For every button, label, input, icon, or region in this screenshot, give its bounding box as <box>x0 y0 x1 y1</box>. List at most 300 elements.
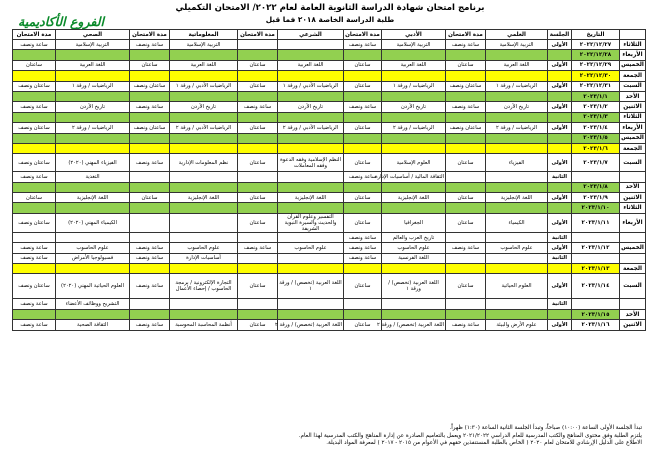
cell-info-subject <box>170 71 238 81</box>
cell-shar-subject: تاريخ الأردن <box>278 102 344 112</box>
cell-shar-duration <box>238 182 278 192</box>
row-date: ٢٠٢٢/١٢/٢٨ <box>572 50 620 60</box>
cell-lit-duration <box>344 203 382 213</box>
cell-info-subject: أنظمة المحاسبة المحوسبة <box>170 320 238 330</box>
cell-info-subject <box>170 264 238 274</box>
cell-health-duration <box>13 91 56 101</box>
cell-sci-subject: الرياضيات / ورقة ٢ <box>486 123 548 133</box>
cell-info-subject <box>170 143 238 153</box>
cell-lit-subject: اللغة الإنجليزية <box>382 193 446 203</box>
cell-shar-subject <box>278 172 344 182</box>
cell-sci-subject <box>486 133 548 143</box>
cell-health-duration: ساعة ونصف <box>13 253 56 263</box>
table-row <box>13 91 646 101</box>
cell-health-duration <box>13 232 56 242</box>
cell-lit-duration <box>344 299 382 309</box>
cell-info-duration <box>130 203 170 213</box>
cell-lit-subject: الرياضيات / ورقة ١ <box>382 81 446 91</box>
cell-shar-subject <box>278 71 344 81</box>
cell-health-subject <box>56 50 130 60</box>
row-date: ٢٠٢٣/١/٥ <box>572 133 620 143</box>
cell-info-subject: الرياضيات الأدبي / ورقة ٢ <box>170 123 238 133</box>
cell-health-subject: التغذية <box>56 172 130 182</box>
cell-sci-duration: ساعتان <box>446 154 486 172</box>
cell-info-duration <box>130 172 170 182</box>
cell-lit-subject: الرياضيات / ورقة ٢ <box>382 123 446 133</box>
row-day: الأحد <box>620 91 646 101</box>
cell-shar-duration: ساعة ونصف <box>238 243 278 253</box>
cell-sci-subject <box>486 143 548 153</box>
col-sci: العلمي <box>486 30 548 40</box>
row-date: ٢٠٢٣/١/٤ <box>572 123 620 133</box>
row-day: الجمعة <box>620 143 646 153</box>
row-day: السبت <box>620 81 646 91</box>
col-info-dur: مدة الامتحان <box>130 30 170 40</box>
cell-info-subject <box>170 203 238 213</box>
cell-info-duration <box>130 91 170 101</box>
cell-shar-subject <box>278 309 344 319</box>
cell-sci-subject: علوم الأرض والبيئة <box>486 320 548 330</box>
cell-sci-duration: ساعة ونصف <box>446 243 486 253</box>
cell-info-duration <box>130 112 170 122</box>
table-row <box>13 143 646 153</box>
cell-health-subject <box>56 143 130 153</box>
cell-health-duration: ساعة ونصف <box>13 172 56 182</box>
cell-sci-duration <box>446 71 486 81</box>
cell-health-subject: التشريح ووظائف الأعضاء <box>56 299 130 309</box>
row-day: السبت <box>620 274 646 299</box>
cell-lit-duration <box>344 182 382 192</box>
cell-sci-duration <box>446 143 486 153</box>
cell-shar-duration <box>238 50 278 60</box>
cell-info-duration: ساعة ونصف <box>130 154 170 172</box>
cell-info-subject <box>170 182 238 192</box>
cell-lit-duration <box>344 71 382 81</box>
cell-sci-duration: ساعتان ونصف <box>446 123 486 133</box>
cell-info-duration: ساعتان ونصف <box>130 123 170 133</box>
cell-shar-subject: علوم الحاسوب <box>278 243 344 253</box>
cell-info-subject: التربية الإسلامية <box>170 40 238 50</box>
cell-sci-duration <box>446 232 486 242</box>
row-date: ٢٠٢٣/١/٩ <box>572 193 620 203</box>
row-session <box>548 143 572 153</box>
cell-lit-subject <box>382 309 446 319</box>
row-day: الثلاثاء <box>620 203 646 213</box>
cell-lit-duration: ساعة ونصف <box>344 172 382 182</box>
cell-lit-subject: علوم الحاسوب <box>382 243 446 253</box>
row-day: الخميس <box>620 133 646 143</box>
cell-lit-subject <box>382 50 446 60</box>
row-session <box>548 133 572 143</box>
row-day: الخميس <box>620 60 646 70</box>
cell-shar-subject: اللغة الإنجليزية <box>278 193 344 203</box>
note-item: الاطلاع على الدليل الإرشادي للامتحان لعام ٢٠٢٠ ( الخاص بالطلبة المستنفذين حقهم في الأعوام من ٢٠١٥ - ٢٠١٧ ) لمعرفة المواد البديلة. <box>326 440 642 447</box>
table-row <box>13 133 646 143</box>
row-session <box>548 203 572 213</box>
row-session: الثانية <box>548 172 572 182</box>
col-sci-dur: مدة الامتحان <box>446 30 486 40</box>
cell-sci-subject: الفيزياء <box>486 154 548 172</box>
row-date: ٢٠٢٢/١٢/٣١ <box>572 81 620 91</box>
cell-sci-subject: اللغة الإنجليزية <box>486 193 548 203</box>
cell-shar-duration <box>238 232 278 242</box>
row-session: الأولى <box>548 320 572 330</box>
cell-lit-duration <box>344 91 382 101</box>
table-row <box>13 50 646 60</box>
cell-health-subject: الكيمياء المهني (٢٠٢٠) <box>56 213 130 232</box>
row-date: ٢٠٢٣/١/١٤ <box>572 274 620 299</box>
cell-lit-subject: اللغة الفرنسية <box>382 253 446 263</box>
cell-lit-duration: ساعة ونصف <box>344 102 382 112</box>
row-day: الاثنين <box>620 102 646 112</box>
row-day: الأحد <box>620 309 646 319</box>
row-date: ٢٠٢٣/١/١٠ <box>572 203 620 213</box>
cell-sci-duration: ساعة ونصف <box>446 40 486 50</box>
table-row <box>13 320 646 330</box>
cell-sci-duration: ساعة ونصف <box>446 320 486 330</box>
col-info: المعلوماتية <box>170 30 238 40</box>
row-day: الجمعة <box>620 264 646 274</box>
cell-health-subject <box>56 203 130 213</box>
row-session: الأولى <box>548 213 572 232</box>
row-session: الثانية <box>548 299 572 309</box>
row-session: الثانية <box>548 232 572 242</box>
row-session: الأولى <box>548 81 572 91</box>
cell-shar-subject: اللغة العربية <box>278 60 344 70</box>
col-lit-dur: مدة الامتحان <box>345 31 380 38</box>
cell-shar-subject: النظم الإسلامية وفقه الدعوة وفقه المعاملات <box>278 154 344 172</box>
cell-health-duration: ساعتان ونصف <box>13 154 56 172</box>
cell-info-duration <box>130 50 170 60</box>
cell-lit-duration: ساعتان <box>344 193 382 203</box>
cell-lit-duration: ساعتان <box>344 60 382 70</box>
cell-sci-duration <box>446 112 486 122</box>
cell-health-subject <box>56 71 130 81</box>
cell-health-duration: ساعة ونصف <box>13 320 56 330</box>
row-session: الأولى <box>548 274 572 299</box>
row-session <box>548 71 572 81</box>
notes <box>12 425 642 448</box>
cell-sci-duration <box>446 309 486 319</box>
col-day <box>620 30 646 40</box>
cell-info-duration <box>130 71 170 81</box>
cell-shar-subject <box>278 133 344 143</box>
row-session: الأولى <box>548 60 572 70</box>
cell-info-subject: تاريخ الأردن <box>170 102 238 112</box>
cell-sci-duration <box>446 264 486 274</box>
cell-sci-duration <box>446 253 486 263</box>
row-session <box>548 182 572 192</box>
cell-shar-duration <box>238 253 278 263</box>
cell-sci-subject: اللغة العربية <box>486 60 548 70</box>
cell-shar-duration <box>238 203 278 213</box>
row-day <box>620 253 646 263</box>
cell-info-duration <box>130 182 170 192</box>
cell-sci-duration: ساعتان <box>446 193 486 203</box>
page-subtitle: طلبة الدراسة الخاصة ٢٠١٨ فما قبل <box>265 15 395 24</box>
cell-sci-subject: العلوم الحياتية <box>486 274 548 299</box>
cell-info-subject <box>170 213 238 232</box>
row-day: الخميس <box>620 243 646 253</box>
exam-schedule-table <box>12 29 646 331</box>
cell-info-subject <box>170 299 238 309</box>
cell-info-duration <box>130 232 170 242</box>
cell-shar-subject <box>278 232 344 242</box>
cell-info-subject <box>170 309 238 319</box>
row-session <box>548 50 572 60</box>
cell-info-subject <box>170 232 238 242</box>
table-row <box>13 232 646 242</box>
cell-lit-duration <box>344 133 382 143</box>
cell-health-duration <box>13 143 56 153</box>
cell-shar-duration <box>238 299 278 309</box>
cell-shar-duration: ساعتان <box>238 123 278 133</box>
cell-health-duration: ساعة ونصف <box>13 102 56 112</box>
row-day: الجمعة <box>620 71 646 81</box>
cell-health-subject <box>56 264 130 274</box>
cell-sci-subject <box>486 71 548 81</box>
cell-shar-duration <box>238 172 278 182</box>
table-row <box>13 40 646 50</box>
cell-shar-subject <box>278 143 344 153</box>
cell-health-subject: تاريخ الأردن <box>56 102 130 112</box>
cell-health-subject: اللغة العربية <box>56 60 130 70</box>
cell-lit-duration: ساعتان <box>344 274 382 299</box>
row-session: الثانية <box>548 253 572 263</box>
row-day: الاثنين <box>620 320 646 330</box>
cell-health-duration: ساعة ونصف <box>13 243 56 253</box>
cell-shar-subject: اللغة العربية (تخصص) / ورقة ١ <box>278 274 344 299</box>
cell-info-subject: التجارة الإلكترونية / برمجة الحاسوب / إحصاء الأعمال <box>170 274 238 299</box>
row-date: ٢٠٢٣/١/٧ <box>572 154 620 172</box>
row-date <box>572 232 620 242</box>
cell-shar-subject: التفسير وعلوم القرآن والحديث والسيرة النبوية الشريفة <box>278 213 344 232</box>
cell-info-duration: ساعتان <box>130 60 170 70</box>
cell-lit-subject: اللغة العربية <box>382 60 446 70</box>
cell-shar-subject <box>278 203 344 213</box>
cell-info-duration <box>130 213 170 232</box>
table-row <box>13 309 646 319</box>
table-row <box>13 264 646 274</box>
row-date: ٢٠٢٣/١/٦ <box>572 143 620 153</box>
col-health-dur: مدة الامتحان <box>13 30 56 40</box>
cell-shar-subject <box>278 91 344 101</box>
cell-sci-subject <box>486 91 548 101</box>
cell-health-duration <box>13 50 56 60</box>
cell-shar-duration: ساعتان <box>238 274 278 299</box>
cell-shar-duration <box>238 71 278 81</box>
row-date: ٢٠٢٢/١٢/٢٩ <box>572 60 620 70</box>
row-session <box>548 264 572 274</box>
cell-shar-subject: الرياضيات الأدبي / ورقة ٢ <box>278 123 344 133</box>
cell-shar-duration: ساعتان <box>238 81 278 91</box>
cell-lit-subject <box>382 264 446 274</box>
cell-sci-subject <box>486 232 548 242</box>
row-session: الأولى <box>548 40 572 50</box>
cell-sci-subject <box>486 309 548 319</box>
row-day: الأربعاء <box>620 50 646 60</box>
cell-shar-duration <box>238 91 278 101</box>
cell-health-subject <box>56 182 130 192</box>
cell-health-duration: ساعتان ونصف <box>13 81 56 91</box>
row-date: ٢٠٢٣/١/٨ <box>572 182 620 192</box>
cell-shar-subject: الرياضيات الأدبي / ورقة ١ <box>278 81 344 91</box>
cell-health-duration <box>13 309 56 319</box>
table-row <box>13 60 646 70</box>
cell-lit-subject <box>382 71 446 81</box>
cell-shar-duration: ساعتان <box>238 154 278 172</box>
cell-sci-subject: الرياضيات / ورقة ١ <box>486 81 548 91</box>
cell-shar-duration: ساعتان <box>238 320 278 330</box>
cell-health-subject <box>56 232 130 242</box>
row-day: الأربعاء <box>620 123 646 133</box>
table-row <box>13 112 646 122</box>
cell-lit-duration: ساعة ونصف <box>344 232 382 242</box>
cell-lit-subject: الجغرافيا <box>382 213 446 232</box>
cell-shar-subject <box>278 112 344 122</box>
cell-health-duration: ساعتان ونصف <box>13 123 56 133</box>
table-row <box>13 243 646 253</box>
cell-sci-duration <box>446 172 486 182</box>
row-session: الأولى <box>548 102 572 112</box>
row-day: الاثنين <box>620 193 646 203</box>
row-session: الأولى <box>548 243 572 253</box>
cell-lit-duration: ساعتان <box>344 320 382 330</box>
row-date: ٢٠٢٣/١/١٥ <box>572 309 620 319</box>
cell-shar-subject <box>278 40 344 50</box>
cell-info-subject: نظم المعلومات الإدارية <box>170 154 238 172</box>
cell-sci-subject: التربية الإسلامية <box>486 40 548 50</box>
row-day: الأحد <box>620 182 646 192</box>
cell-sci-subject <box>486 264 548 274</box>
row-session <box>548 309 572 319</box>
row-day <box>620 299 646 309</box>
cell-shar-subject <box>278 182 344 192</box>
cell-health-duration: ساعة ونصف <box>13 299 56 309</box>
cell-lit-subject <box>382 203 446 213</box>
table-row <box>13 71 646 81</box>
cell-sci-subject <box>486 253 548 263</box>
cell-shar-subject <box>278 264 344 274</box>
row-date: ٢٠٢٣/١/١١ <box>572 213 620 232</box>
cell-info-subject: اللغة الإنجليزية <box>170 193 238 203</box>
row-day <box>620 172 646 182</box>
cell-info-subject <box>170 172 238 182</box>
cell-sci-subject: علوم الحاسوب <box>486 243 548 253</box>
cell-health-subject <box>56 112 130 122</box>
cell-shar-subject <box>278 253 344 263</box>
branch-label: الفروع الأكاديمية <box>18 14 104 29</box>
cell-health-subject: علوم الحاسوب <box>56 243 130 253</box>
cell-health-duration: ساعتان ونصف <box>13 213 56 232</box>
row-day: الأربعاء <box>620 213 646 232</box>
cell-lit-subject: اللغة العربية (تخصص) / ورقة ١ <box>382 274 446 299</box>
cell-lit-subject <box>382 112 446 122</box>
cell-sci-duration <box>446 133 486 143</box>
cell-lit-duration <box>344 50 382 60</box>
cell-sci-duration: ساعة ونصف <box>446 102 486 112</box>
note-item: يلتزم الطلبة وفق محتوى المناهج والكتب المدرسية للعام الدراسي ٢٠٢١/٢٠٢٢ ويعمل بالتعاميم الصادرة عن إدارة المناهج والكتب المدرسية لهذا العام. <box>298 432 642 439</box>
cell-info-subject <box>170 133 238 143</box>
cell-lit-subject: تاريخ العرب والعالم <box>382 232 446 242</box>
cell-lit-subject: اللغة العربية (تخصص) / ورقة ٢ <box>382 320 446 330</box>
cell-info-subject <box>170 112 238 122</box>
cell-info-subject: أساسيات الإدارة <box>170 253 238 263</box>
row-date <box>572 299 620 309</box>
row-date: ٢٠٢٣/١/١٢ <box>572 243 620 253</box>
cell-sci-duration <box>446 50 486 60</box>
page-title: برنامج امتحان شهادة الدراسة الثانوية العامة لعام ٢٠٢٢/ الامتحان التكميلي <box>175 3 485 13</box>
table-row <box>13 182 646 192</box>
cell-sci-subject <box>486 112 548 122</box>
row-date: ٢٠٢٢/١٢/٢٧ <box>572 40 620 50</box>
cell-health-subject: اللغة الإنجليزية <box>56 193 130 203</box>
row-date: ٢٠٢٣/١/٢ <box>572 102 620 112</box>
cell-health-duration <box>13 182 56 192</box>
cell-sci-subject <box>486 203 548 213</box>
cell-health-duration: ساعة ونصف <box>13 40 56 50</box>
cell-shar-duration <box>238 112 278 122</box>
cell-sci-duration <box>446 182 486 192</box>
cell-sci-duration <box>446 91 486 101</box>
cell-info-duration <box>130 309 170 319</box>
row-day: الثلاثاء <box>620 112 646 122</box>
row-session: الأولى <box>548 123 572 133</box>
cell-info-subject: الرياضيات الأدبي / ورقة ١ <box>170 81 238 91</box>
cell-health-subject: العلوم الحياتية المهني (٢٠٢٠) <box>56 274 130 299</box>
col-date: التاريخ <box>572 30 620 40</box>
table-row <box>13 213 646 232</box>
cell-info-duration: ساعة ونصف <box>130 320 170 330</box>
row-day: السبت <box>620 154 646 172</box>
row-date: ٢٠٢٣/١/١ <box>572 91 620 101</box>
table-row <box>13 299 646 309</box>
cell-sci-subject <box>486 172 548 182</box>
cell-lit-duration: ساعة ونصف <box>344 253 382 263</box>
cell-info-subject: علوم الحاسوب <box>170 243 238 253</box>
cell-lit-subject <box>382 133 446 143</box>
table-row <box>13 193 646 203</box>
cell-health-duration <box>13 133 56 143</box>
cell-lit-subject: التربية الإسلامية <box>382 40 446 50</box>
cell-health-duration <box>13 264 56 274</box>
cell-health-subject: فسيولوجيا الأمراض <box>56 253 130 263</box>
row-date <box>572 253 620 263</box>
cell-lit-duration: ساعتان <box>344 81 382 91</box>
row-session: الأولى <box>548 193 572 203</box>
cell-info-subject <box>170 91 238 101</box>
cell-lit-duration: ساعتان <box>344 123 382 133</box>
cell-info-duration: ساعة ونصف <box>130 40 170 50</box>
table-row <box>13 203 646 213</box>
cell-shar-duration: ساعة ونصف <box>238 102 278 112</box>
cell-health-subject <box>56 133 130 143</box>
cell-lit-subject: العلوم الإسلامية <box>382 154 446 172</box>
cell-shar-duration <box>238 143 278 153</box>
cell-lit-subject <box>382 182 446 192</box>
cell-lit-duration: ساعتان <box>344 213 382 232</box>
table-body <box>13 40 646 331</box>
cell-lit-duration <box>344 143 382 153</box>
cell-sci-duration <box>446 299 486 309</box>
cell-health-subject: الفيزياء المهني (٢٠٢٠) <box>56 154 130 172</box>
row-session <box>548 91 572 101</box>
col-shar-dur: مدة الامتحان <box>238 30 278 40</box>
cell-lit-duration <box>344 264 382 274</box>
cell-shar-duration: ساعتان <box>238 213 278 232</box>
cell-shar-subject: اللغة العربية (تخصص) / ورقة ٢ <box>278 320 344 330</box>
table-row <box>13 81 646 91</box>
